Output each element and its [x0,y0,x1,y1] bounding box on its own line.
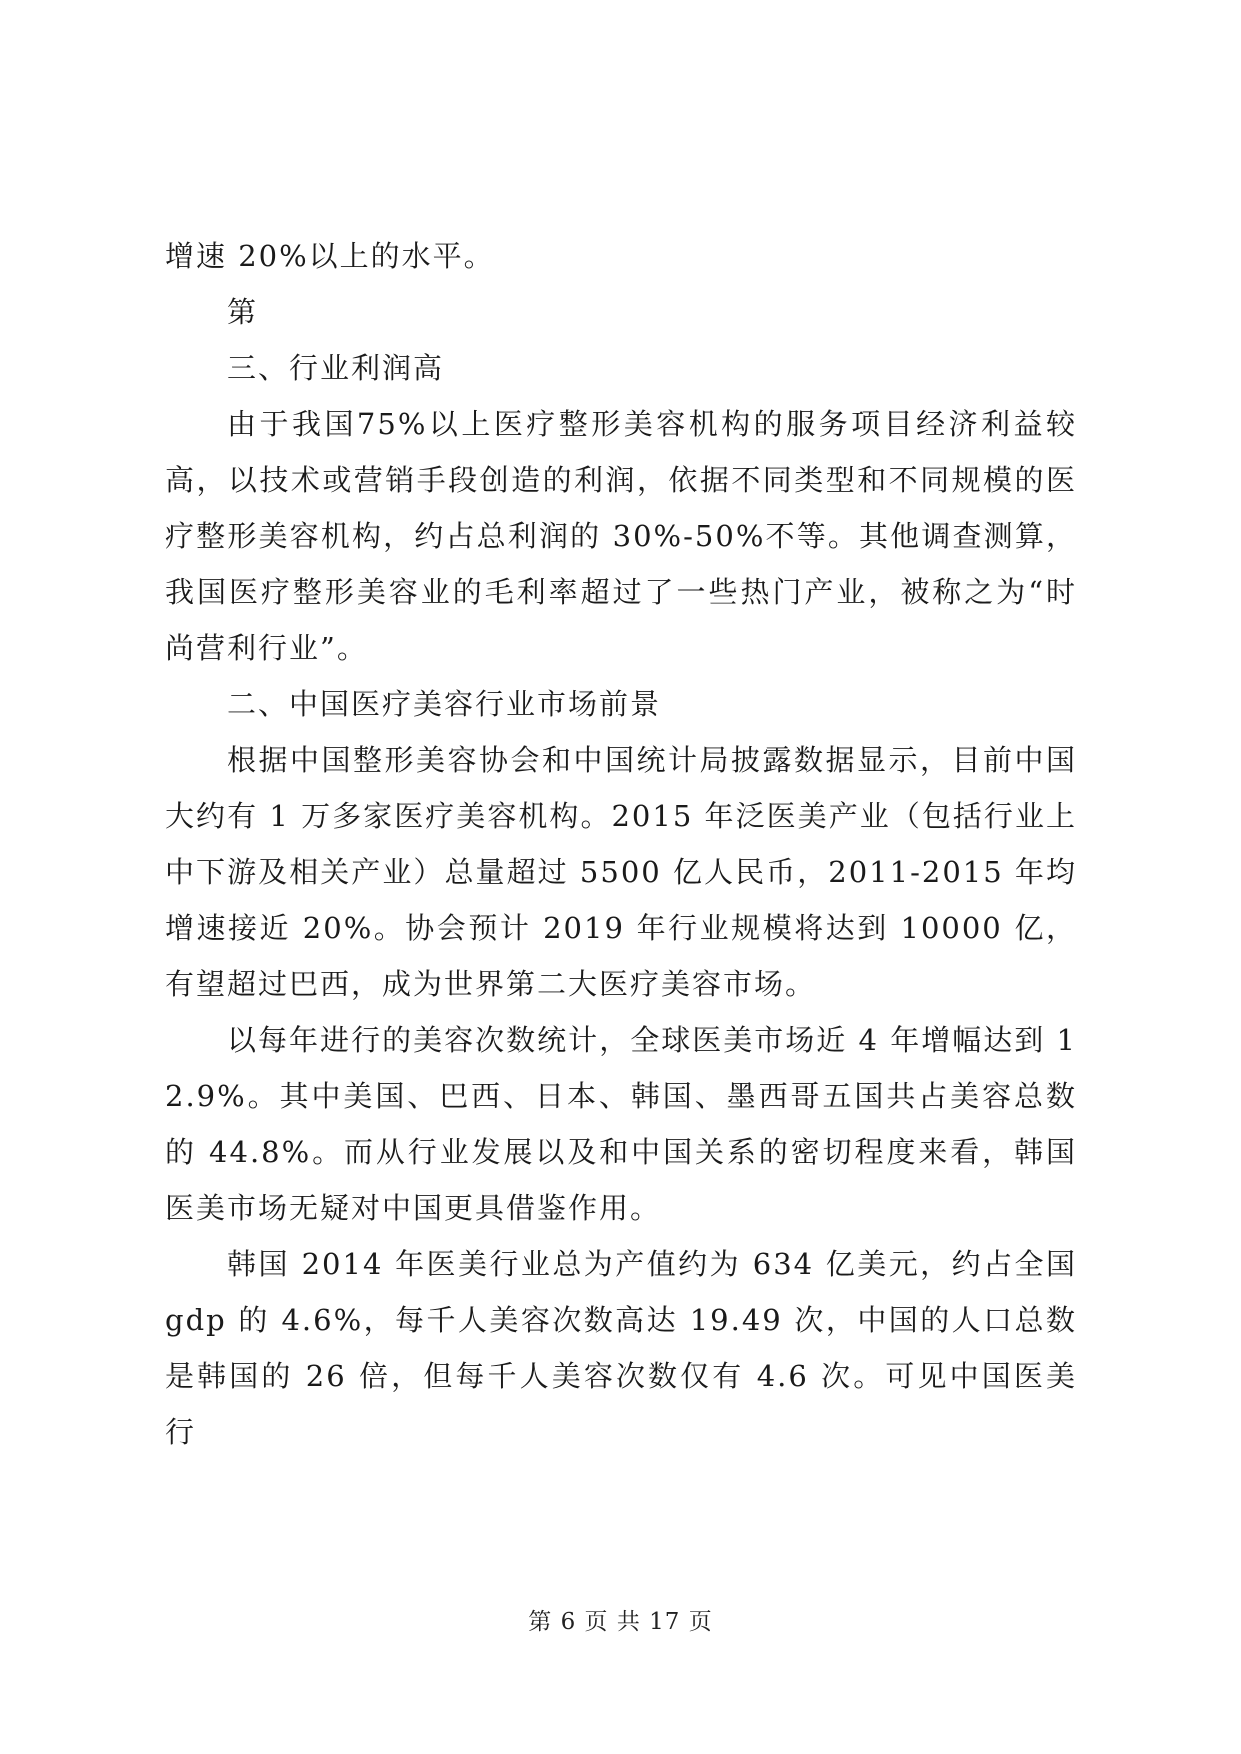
document-body [165,228,1089,1460]
paragraph-korea-comparison: 韩国 2014 年医美行业总为产值约为 634 亿美元，约占全国 gdp 的 4.6%，每千人美容次数高达 19.49 次，中国的人口总数是韩国的 26 倍，但每千人美容次数仅有 4.6 次。可见中国医美行 [165,1247,1089,1449]
section-heading-profit: 三、行业利润高 [227,351,445,385]
paragraph-fragment: 第 [227,295,259,329]
paragraph-profit: 由于我国75%以上医疗整形美容机构的服务项目经济利益较高，以技术或营销手段创造的利润，依据不同类型和不同规模的医疗整形美容机构，约占总利润的 30%-50%不等。其他调查测算，我国医疗整形美容业的毛利率超过了一些热门产业，被称之为“时尚营利行业”。 [165,407,1077,665]
paragraph-continuation: 增速 20%以上的水平。 [165,239,495,273]
page-number-footer: 第 6 页 共 17 页 [528,1609,713,1635]
paragraph-global-market: 以每年进行的美容次数统计，全球医美市场近 4 年增幅达到 12.9%。其中美国、巴西、日本、韩国、墨西哥五国共占美容总数的 44.8%。而从行业发展以及和中国关系的密切程度来看，韩国医美市场无疑对中国更具借鉴作用。 [165,1023,1077,1225]
paragraph-market-size: 根据中国整形美容协会和中国统计局披露数据显示，目前中国大约有 1 万多家医疗美容机构。2015 年泛医美产业（包括行业上中下游及相关产业）总量超过 5500 亿人民币，2011-2015 年均增速接近 20%。协会预计 2019 年行业规模将达到 10000 亿，有望超过巴西，成为世界第二大医疗美容市场。 [165,743,1077,1001]
section-heading-market-outlook: 二、中国医疗美容行业市场前景 [227,687,662,721]
